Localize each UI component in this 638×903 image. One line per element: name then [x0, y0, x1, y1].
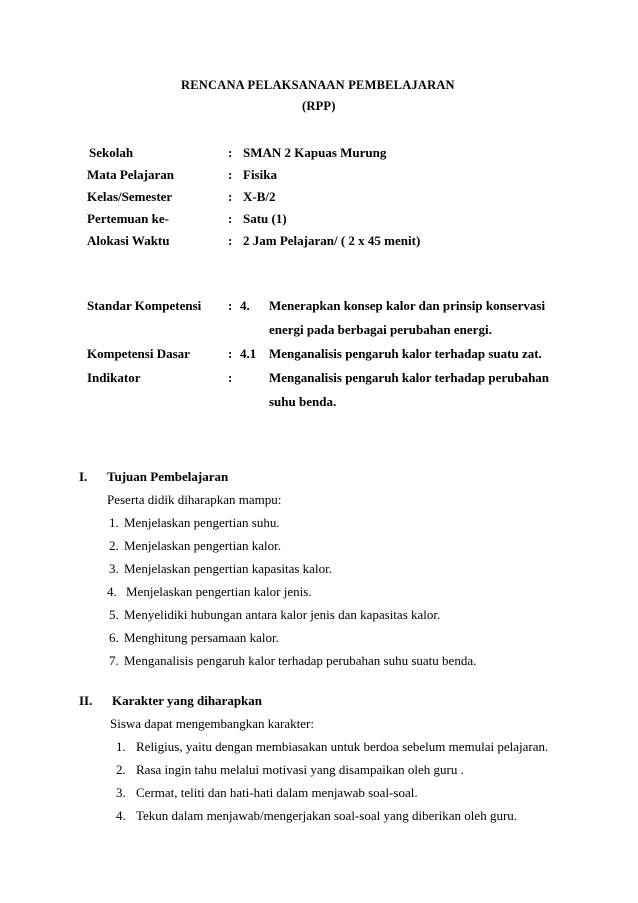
- list-text: Rasa ingin tahu melalui motivasi yang disampaikan oleh guru .: [136, 762, 464, 777]
- list-text: Cermat, teliti dan hati-hati dalam menjawab soal-soal.: [136, 785, 418, 800]
- list-text: Menyelidiki hubungan antara kalor jenis dan kapasitas kalor.: [124, 607, 441, 622]
- section-title: Tujuan Pembelajaran: [107, 469, 229, 484]
- list-text: Menjelaskan pengertian kapasitas kalor.: [124, 561, 332, 576]
- competency-label: Standar Kompetensi: [87, 298, 202, 313]
- identity-colon: :: [228, 189, 233, 204]
- identity-row-time: [0, 231, 638, 251]
- list-number: 5.: [109, 607, 119, 622]
- competency-label: Indikator: [87, 370, 141, 385]
- competency-text: Menganalisis pengaruh kalor terhadap suatu zat.: [269, 346, 542, 361]
- list-text: Menghitung persamaan kalor.: [124, 630, 279, 645]
- identity-row-class: [0, 187, 638, 207]
- list-item: [0, 605, 638, 625]
- list-text: Menganalisis pengaruh kalor terhadap perubahan suhu suatu benda.: [124, 653, 477, 668]
- identity-label: Alokasi Waktu: [87, 233, 170, 248]
- competency-number: 4.: [240, 298, 250, 313]
- identity-value: Satu (1): [243, 211, 287, 226]
- competency-row-indicator: [0, 368, 638, 388]
- section-title: Karakter yang diharapkan: [112, 693, 263, 708]
- competency-row-standard-cont: [0, 320, 638, 340]
- identity-label: Sekolah: [89, 145, 134, 160]
- list-number: 4.: [116, 808, 126, 823]
- competency-text: Menerapkan konsep kalor dan prinsip konservasi: [269, 298, 546, 313]
- competency-text: suhu benda.: [269, 394, 337, 409]
- identity-value: X-B/2: [243, 189, 276, 204]
- list-item: [0, 513, 638, 533]
- competency-row-indicator-cont: [0, 392, 638, 412]
- list-number: 6.: [109, 630, 119, 645]
- section-intro: Siswa dapat mengembangkan karakter:: [110, 716, 314, 731]
- identity-row-subject: [0, 165, 638, 185]
- list-text: Menjelaskan pengertian suhu.: [124, 515, 280, 530]
- identity-label: Mata Pelajaran: [87, 167, 175, 182]
- identity-colon: :: [228, 145, 233, 160]
- document-title: RENCANA PELAKSANAAN PEMBELAJARAN: [181, 78, 455, 92]
- competency-row-standard: [0, 296, 638, 316]
- list-number: 3.: [116, 785, 126, 800]
- list-item: [0, 651, 638, 671]
- list-item: [0, 559, 638, 579]
- list-item: [0, 737, 638, 757]
- section-heading-objectives: [0, 467, 638, 487]
- competency-colon: :: [228, 370, 233, 385]
- list-number: 4.: [107, 584, 117, 599]
- list-number: 7.: [109, 653, 119, 668]
- identity-row-school: [0, 143, 638, 163]
- list-number: 1.: [109, 515, 119, 530]
- list-text: Menjelaskan pengertian kalor.: [124, 538, 282, 553]
- list-item: [0, 582, 638, 602]
- list-item: [0, 806, 638, 826]
- list-number: 1.: [116, 739, 126, 754]
- list-number: 2.: [116, 762, 126, 777]
- identity-value: Fisika: [243, 167, 277, 182]
- section-intro: Peserta didik diharapkan mampu:: [107, 492, 282, 507]
- identity-colon: :: [228, 167, 233, 182]
- list-text: Tekun dalam menjawab/mengerjakan soal-soal yang diberikan oleh guru.: [136, 808, 518, 823]
- competency-text: Menganalisis pengaruh kalor terhadap perubahan: [269, 370, 550, 385]
- identity-colon: :: [228, 233, 233, 248]
- competency-colon: :: [228, 298, 233, 313]
- list-item: [0, 536, 638, 556]
- list-item: [0, 783, 638, 803]
- identity-label: Pertemuan ke-: [87, 211, 169, 226]
- list-text: Menjelaskan pengertian kalor jenis.: [126, 584, 312, 599]
- list-item: [0, 760, 638, 780]
- document-subtitle: (RPP): [302, 99, 336, 113]
- section-heading-character: [0, 691, 638, 711]
- competency-label: Kompetensi Dasar: [87, 346, 190, 361]
- list-number: 3.: [109, 561, 119, 576]
- section-roman-numeral: II.: [79, 693, 93, 708]
- identity-row-meeting: [0, 209, 638, 229]
- competency-row-basic: [0, 344, 638, 364]
- competency-number: 4.1: [240, 346, 257, 361]
- identity-colon: :: [228, 211, 233, 226]
- competency-colon: :: [228, 346, 233, 361]
- list-text: Religius, yaitu dengan membiasakan untuk berdoa sebelum memulai pelajaran.: [136, 739, 549, 754]
- identity-value: 2 Jam Pelajaran/ ( 2 x 45 menit): [243, 233, 421, 248]
- competency-text: energi pada berbagai perubahan energi.: [269, 322, 492, 337]
- section-roman-numeral: I.: [79, 469, 88, 484]
- identity-label: Kelas/Semester: [87, 189, 173, 204]
- list-number: 2.: [109, 538, 119, 553]
- identity-value: SMAN 2 Kapuas Murung: [243, 145, 387, 160]
- list-item: [0, 628, 638, 648]
